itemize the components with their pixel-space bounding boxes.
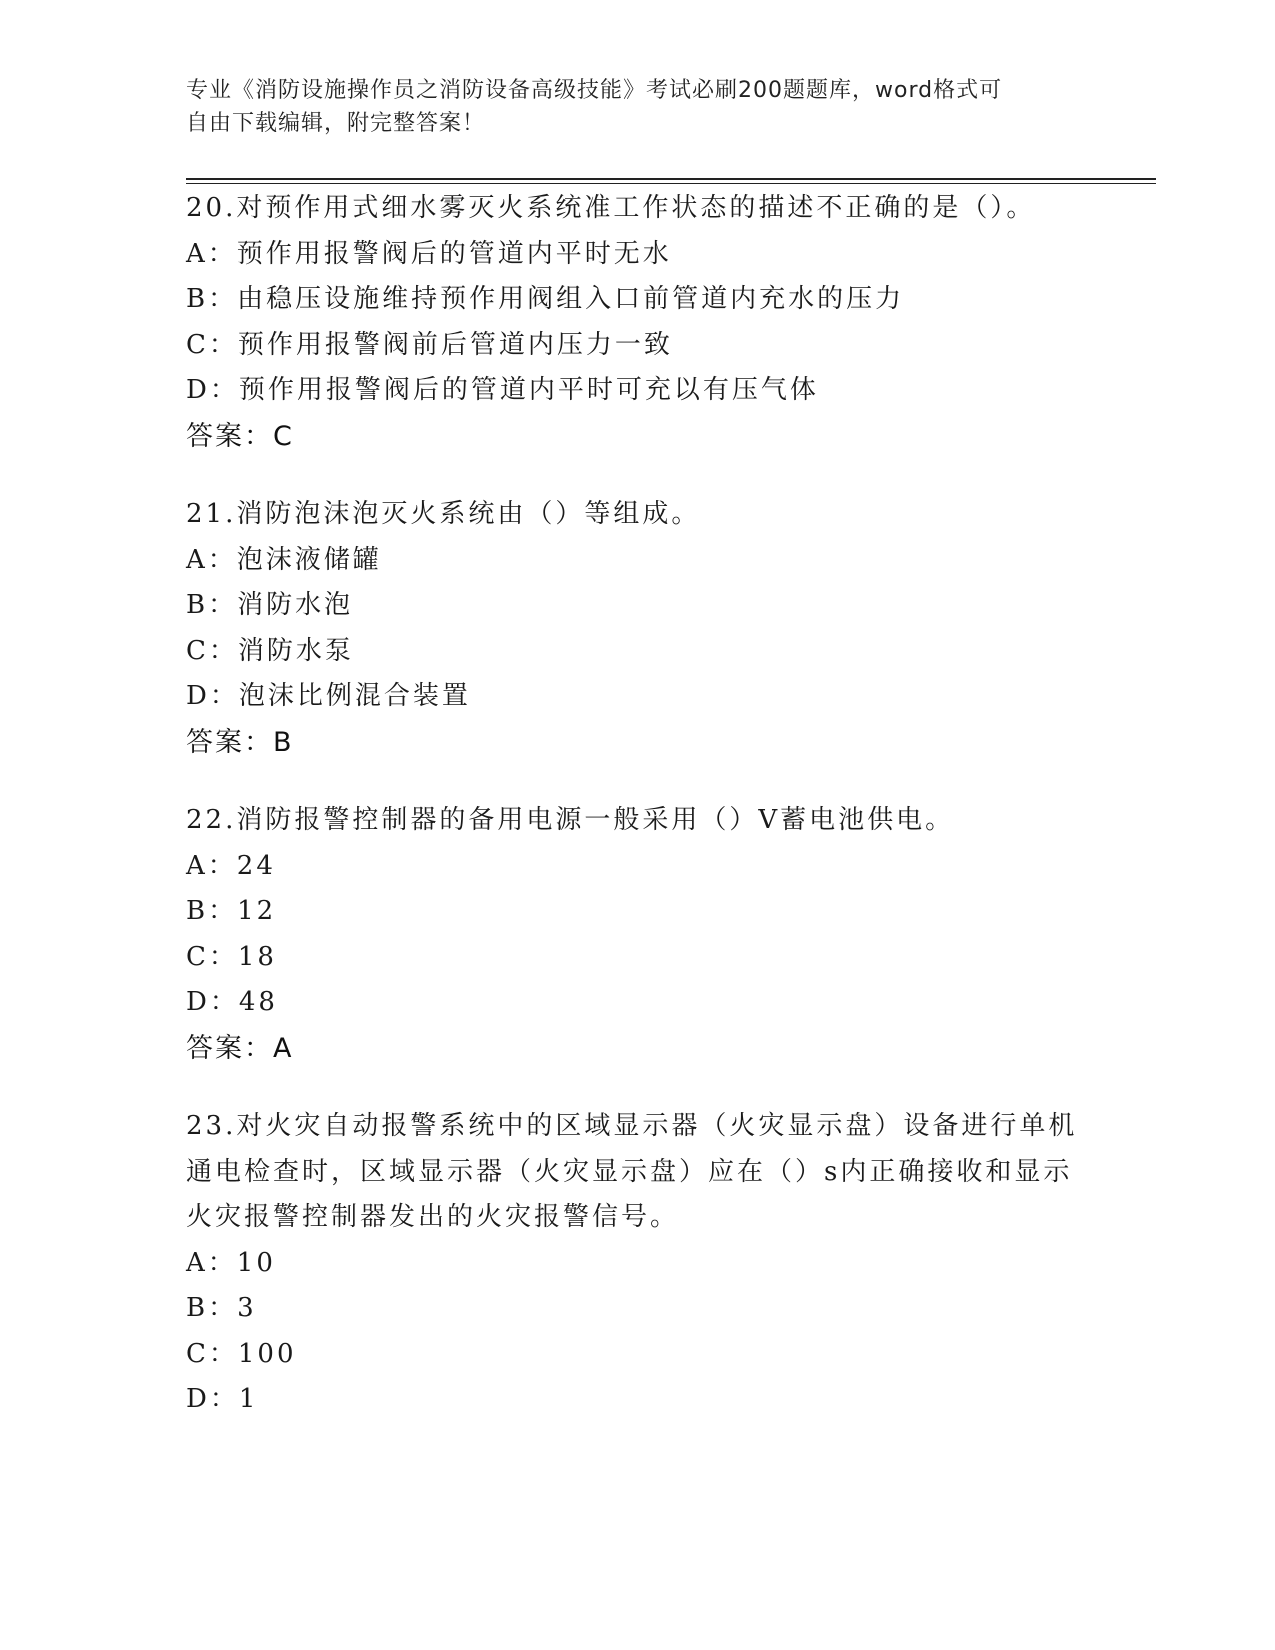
question-stem-line: 22.消防报警控制器的备用电源一般采用（）V蓄电池供电。 bbox=[186, 805, 955, 835]
question-stem bbox=[186, 1104, 1086, 1241]
header-divider-bottom bbox=[186, 183, 1156, 184]
option-a: A：10 bbox=[186, 1247, 276, 1278]
question-20 bbox=[186, 186, 1086, 459]
question-21 bbox=[186, 492, 1086, 765]
answer-label: 答案：C bbox=[186, 420, 294, 452]
option-b: B：3 bbox=[186, 1293, 257, 1323]
question-22 bbox=[186, 798, 1086, 1071]
header-line-2: 自由下载编辑，附完整答案！ bbox=[186, 111, 486, 136]
option-b: B：12 bbox=[186, 896, 277, 926]
question-stem bbox=[186, 492, 1086, 538]
question-stem-line: 23.对火灾自动报警系统中的区域显示器（火灾显示盘）设备进行单机 bbox=[186, 1111, 1078, 1141]
option-d: D：泡沫比例混合装置 bbox=[186, 681, 471, 711]
question-stem-line: 通电检查时，区域显示器（火灾显示盘）应在（）s内正确接收和显示 bbox=[186, 1156, 1073, 1187]
question-stem bbox=[186, 186, 1086, 232]
option-d: D：1 bbox=[186, 1384, 259, 1414]
option-c: C：预作用报警阀前后管道内压力一致 bbox=[186, 329, 673, 360]
option-a: A：泡沫液储罐 bbox=[186, 544, 382, 575]
option-d: D：预作用报警阀后的管道内平时可充以有压气体 bbox=[186, 375, 819, 405]
answer-label: 答案：B bbox=[186, 726, 294, 758]
question-stem-line: 21.消防泡沫泡灭火系统由（）等组成。 bbox=[186, 499, 701, 529]
question-stem-line: 20.对预作用式细水雾灭火系统准工作状态的描述不正确的是（）。 bbox=[186, 193, 1036, 223]
option-c: C：100 bbox=[186, 1338, 297, 1369]
header-line-1: 专业《消防设施操作员之消防设备高级技能》考试必刷200题题库，word格式可 bbox=[186, 78, 1003, 103]
document-header bbox=[186, 74, 1086, 140]
answer-label: 答案：A bbox=[186, 1032, 294, 1064]
option-c: C：18 bbox=[186, 941, 277, 972]
question-stem-line: 火灾报警控制器发出的火灾报警信号。 bbox=[186, 1202, 680, 1232]
option-d: D：48 bbox=[186, 987, 278, 1017]
option-a: A：预作用报警阀后的管道内平时无水 bbox=[186, 238, 672, 269]
option-a: A：24 bbox=[186, 850, 276, 881]
question-23 bbox=[186, 1104, 1086, 1423]
option-b: B：消防水泡 bbox=[186, 590, 354, 620]
option-b: B：由稳压设施维持预作用阀组入口前管道内充水的压力 bbox=[186, 284, 905, 314]
header-divider-top bbox=[186, 178, 1156, 180]
question-stem bbox=[186, 798, 1086, 844]
option-c: C：消防水泵 bbox=[186, 635, 354, 666]
